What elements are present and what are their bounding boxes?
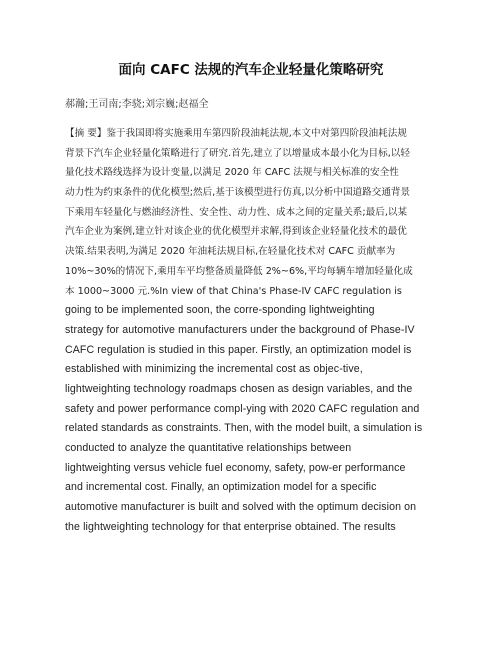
abstract-line: [65, 124, 435, 144]
abstract-line: lightweighting technology roadmaps chosen as design variables, and the: [65, 382, 413, 395]
abstract-line: 决策.结果表明,为满足 2020 年油耗法规目标,在轻量化技术对 CAFC 贡献率为: [65, 246, 396, 258]
abstract-line: 量化技术路线选择为设计变量,以满足 2020 年 CAFC 法规与相关标准的安全性: [65, 167, 399, 179]
abstract-line: the lightweighting technology for that enterprise obtained. The results: [65, 520, 396, 533]
paper-title: 面向 CAFC 法规的汽车企业轻量化策略研究: [118, 62, 384, 78]
abstract-block: [65, 124, 435, 537]
abstract-line: 动力性为约束条件的优化模型;然后,基于该模型进行仿真,以分析中国道路交通背景: [65, 187, 411, 199]
abstract-line: 下乘用车轻量化与燃油经济性、安全性、动力性、成本之间的定量关系;最后,以某: [65, 206, 408, 218]
abstract-line: lightweighting versus vehicle fuel economy, safety, pow-er performance: [65, 461, 406, 474]
abstract-line: 本 1000~3000 元.%In view of that China's Phase-IV CAFC regulation is: [65, 285, 402, 297]
abstract-line: safety and power performance compl-ying with 2020 CAFC regulation and: [65, 402, 420, 415]
paper-authors: 郝瀚;王司南;李骁;刘宗巍;赵福全: [65, 99, 209, 110]
abstract-line: 汽车企业为案例,建立针对该企业的优化模型并求解,得到该企业轻量化技术的最优: [65, 226, 407, 238]
abstract-line: 背景下汽车企业轻量化策略进行了研究.首先,建立了以增量成本最小化为目标,以轻: [65, 147, 410, 159]
abstract-line: CAFC regulation is studied in this paper. Firstly, an optimization model is: [65, 343, 412, 356]
abstract-line: strategy for automotive manufacturers under the background of Phase-IV: [65, 323, 415, 336]
abstract-line: 10%~30%的情况下,乘用车平均整备质量降低 2%~6%,平均每辆车增加轻量化成: [65, 265, 413, 277]
abstract-line: and incremental cost. Finally, an optimization model for a specific: [65, 481, 377, 494]
abstract-line: automotive manufacturer is built and solved with the optimum decision on: [65, 501, 417, 514]
abstract-line-text: 鉴于我国即将实施乘用车第四阶段油耗法规,本文中对第四阶段油耗法规: [106, 128, 407, 139]
abstract-line: established with minimizing the incremental cost as objec-tive,: [65, 363, 363, 376]
abstract-line: going to be implemented soon, the corre-sponding lightweighting: [65, 304, 375, 317]
abstract-line: related standards as constraints. Then, with the model built, a simulation is: [65, 422, 423, 435]
abstract-line: conducted to analyze the quantitative relationships between: [65, 442, 352, 454]
abstract-label: 【摘 要】: [65, 128, 107, 139]
